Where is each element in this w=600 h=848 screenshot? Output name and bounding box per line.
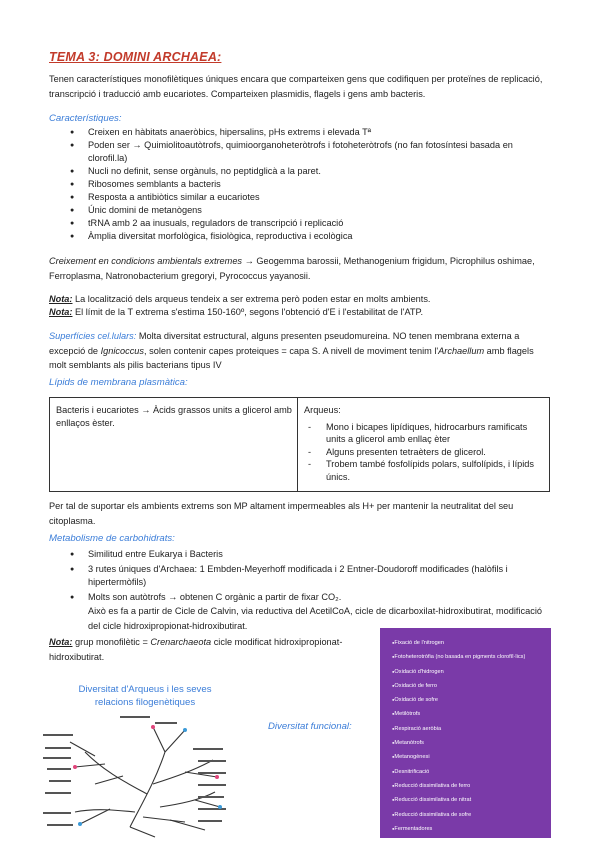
intro-paragraph: Tenen característiques monofilètiques úniques encara que comparteixen gens que codifiquen per proteïnes de replicació, transcripció i traducció amb eucariotes. Comparteixen plasmidis, flagels i gens amb bacteris. (49, 74, 543, 99)
list-item: ● Creixen en hàbitats anaeròbics, hipersalins, pHs extrems i elevada Tª (70, 126, 550, 139)
list-item: ● Resposta a antibiòtics similar a eucariotes (70, 191, 550, 204)
note-1-text: La localització dels arqueus tendeix a ser extrema però poden estar en molts ambients. (72, 294, 431, 304)
functional-list-item: ● Reducció dissimilativa de nitrat (392, 793, 551, 807)
surfaces-italic-1: Ignicoccus (100, 345, 145, 356)
metabolism-list (70, 548, 550, 604)
functional-list-item: ● Reducció dissimilativa de ferro (392, 779, 551, 793)
list-item: ● Similitud entre Eukarya i Bacteris (70, 548, 550, 561)
note-3-italic: Crenarchaeota (150, 637, 212, 647)
metabolism-followup: Això es fa a partir de Cicle de Calvin, via reductiva del AcetilCoA, cicle de dicarboxilat-hidroxibutirat, modificació del cicle hidroxipropionat-hidroxibutirat. (88, 606, 542, 631)
surfaces-text-2: , solen contenir capes proteiques = capa S. A nivell de moviment tenim l' (144, 345, 439, 356)
list-item: - Trobem també fosfolípids polars, sulfolípids, i lípids únics. (304, 458, 544, 483)
functional-list-item: ● Reducció dissimilativa de sofre (392, 808, 551, 822)
functional-list-item: ● Desnitrificació (392, 765, 551, 779)
surfaces-paragraph (49, 329, 549, 373)
functional-list-item: ● Metanogènesi (392, 750, 551, 764)
surfaces-italic-2: Archaellum (438, 345, 485, 356)
page-title: TEMA 3: DOMINI ARCHAEA: (49, 50, 222, 64)
list-item: ● Poden ser → Quimiolitoautòtrofs, quimioorganoheteròtrofs i fotoheteròtrofs (no fan fotosíntesi basada en clorofil.la) (70, 139, 550, 165)
functional-list-item: ● Oxidació de ferro (392, 679, 551, 693)
lipids-right-title: Arqueus: (304, 405, 341, 415)
surfaces-text-1: Molta diversitat estructural, alguns presenten pseudomureina. NO tenen membrana externa a excepció de (49, 331, 520, 356)
note-2 (49, 305, 549, 320)
characteristics-heading: Característiques: (49, 113, 122, 124)
lipids-heading: Lípids de membrana plasmàtica: (49, 377, 188, 388)
note-label: Nota: (49, 637, 73, 647)
list-item: ● Ribosomes semblants a bacteris (70, 178, 550, 191)
list-item: ● Molts son autòtrofs → obtenen C orgànic a partir de fixar CO₂. (70, 591, 550, 604)
note-label: Nota: (49, 307, 73, 317)
tree-caption: Diversitat d'Arqueus i les seves relacions filogenètiques (78, 684, 212, 708)
functional-list-item: ● Fotoheterotròfia (no basada en pigments clorofíl·lics) (392, 650, 551, 664)
list-item: ● 3 rutes úniques d'Archaea: 1 Embden-Meyerhoff modificada i 2 Entner-Doudoroff modificades (halòfils i hipertermòfils) (70, 563, 550, 589)
phylogenetic-tree-image (35, 712, 260, 842)
functional-list-item: ● Oxidació d'hidrogen (392, 665, 551, 679)
lipids-left-cell: Bacteris i eucariotes → Àcids grassos units a glicerol amb enllaços èster. (50, 398, 298, 492)
functional-list-item: ● Fixació de l'nitrogen (392, 636, 551, 650)
functional-caption: Diversitat funcional: (268, 721, 352, 732)
extreme-lead: Creixement en condicions ambientals extremes (49, 256, 243, 266)
note-label: Nota: (49, 294, 73, 304)
functional-list-item: ● Respiració aeròbia (392, 722, 551, 736)
functional-list-item: ● Fermentadores (392, 822, 551, 836)
lipids-table (49, 397, 550, 492)
mp-paragraph: Per tal de suportar els ambients extrems son MP altament impermeables als H+ per mantenir la neutralitat del seu citoplasma. (49, 501, 514, 526)
list-item: ● Únic domini de metanògens (70, 204, 550, 217)
surfaces-text-3: amb flagels molt semblants als pilis bacterians tipus IV (49, 345, 534, 370)
note-3-text-1: grup monofilètic = (72, 637, 151, 647)
note-3-text-2: cicle modificat hidroxipropionat-hidroxibutirat. (49, 637, 343, 662)
list-item: ● tRNA amb 2 aa inusuals, reguladors de transcripció i replicació (70, 217, 550, 230)
functional-list (380, 628, 551, 836)
lipids-right-cell (298, 398, 550, 492)
list-item: ● Nucli no definit, sense orgànuls, no peptidglicà a la paret. (70, 165, 550, 178)
surfaces-heading: Superfícies cel.lulars: (49, 331, 137, 341)
lipids-right-list (304, 421, 544, 484)
note-2-text: El límit de la T extrema s'estima 150-160º, segons l'obtenció d'E i l'estabilitat de l'ATP. (72, 307, 424, 317)
functional-list-item: ● Oxidació de sofre (392, 693, 551, 707)
list-item: - Alguns presenten tetraèters de glicerol. (304, 446, 544, 459)
metabolism-heading: Metabolisme de carbohidrats: (49, 533, 175, 544)
list-item: ● Àmplia diversitat morfològica, fisiològica, reproductiva i ecològica (70, 230, 550, 243)
extreme-text: → Geogemma barossii, Methanogenium frigidum, Picrophilus oshimae, Ferroplasma, Natronobacterium gregoryi, Pyrococcus yayanosii. (49, 256, 535, 281)
note-3 (49, 635, 369, 664)
functional-list-item: ● Metanòtrofs (392, 736, 551, 750)
extreme-paragraph (49, 254, 549, 283)
list-item: - Mono i bicapes lipídiques, hidrocarburs ramificats units a glicerol amb enllaç èter (304, 421, 544, 446)
characteristics-list (70, 126, 550, 243)
functional-list-item: ● Metilòtrofs (392, 707, 551, 721)
functional-diversity-panel (380, 628, 551, 838)
